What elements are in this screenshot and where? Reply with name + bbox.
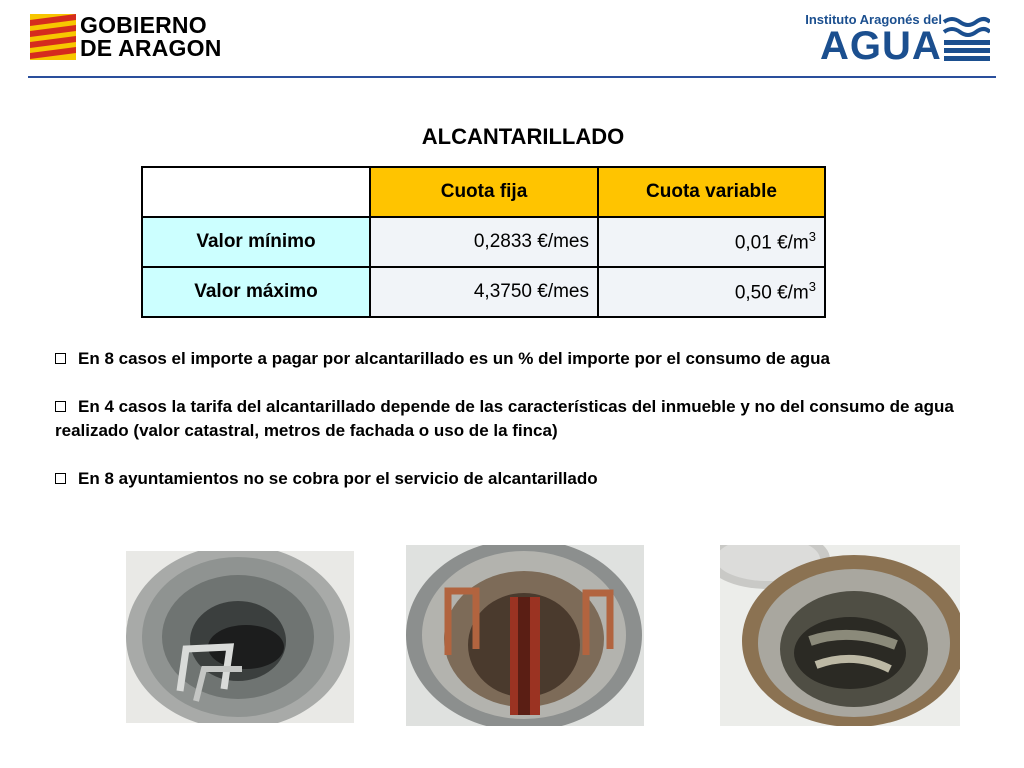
cuota-variable-value [598, 267, 825, 317]
page-title: ALCANTARILLADO [421, 124, 625, 149]
cuota-variable-value [598, 217, 825, 267]
fees-table [141, 166, 826, 318]
table-row [142, 267, 825, 317]
checkbox-bullet-icon [55, 353, 66, 364]
bullet-list [55, 347, 995, 515]
table-corner-cell [142, 167, 370, 217]
table-header-row [142, 167, 825, 217]
col-header-cuota-fija: Cuota fija [370, 167, 598, 217]
cuota-fija-value: 4,3750 €/mes [370, 267, 598, 317]
bullet-item [55, 467, 995, 491]
table-row [142, 217, 825, 267]
bullet-text: En 8 casos el importe a pagar por alcantarillado es un % del importe por el consumo de agua [78, 349, 830, 368]
row-label: Valor mínimo [142, 217, 370, 267]
logo-line-1: GOBIERNO [80, 12, 207, 38]
manhole-photo-3 [720, 545, 960, 726]
instituto-agua-small-text: Instituto Aragonés del [805, 12, 942, 27]
aragon-flag-icon [30, 14, 76, 60]
manhole-photo-1 [126, 551, 354, 723]
water-waves-icon [942, 14, 990, 62]
cuota-fija-value: 0,2833 €/mes [370, 217, 598, 267]
header-divider [28, 76, 996, 78]
bullet-item [55, 347, 995, 371]
manhole-photo-2 [406, 545, 644, 726]
row-label: Valor máximo [142, 267, 370, 317]
col-header-cuota-variable: Cuota variable [598, 167, 825, 217]
checkbox-bullet-icon [55, 473, 66, 484]
gobierno-aragon-wordmark [80, 14, 222, 60]
bullet-text: En 8 ayuntamientos no se cobra por el servicio de alcantarillado [78, 469, 598, 488]
instituto-agua-logo [805, 10, 994, 68]
cuota-variable-exponent: 3 [808, 279, 816, 295]
cuota-variable-base: 0,01 €/m [734, 232, 809, 254]
cuota-variable-exponent: 3 [808, 229, 816, 245]
bullet-text: En 4 casos la tarifa del alcantarillado depende de las características del inmueble y no del consumo de agua realizado (valor catastral, metros de fachada o uso de la finca) [55, 397, 954, 440]
instituto-agua-big-text: AGUA [820, 24, 942, 68]
gobierno-aragon-logo [30, 14, 240, 64]
logo-line-2: DE ARAGON [80, 35, 222, 61]
cuota-variable-base: 0,50 €/m [734, 282, 809, 304]
bullet-item [55, 395, 995, 443]
checkbox-bullet-icon [55, 401, 66, 412]
